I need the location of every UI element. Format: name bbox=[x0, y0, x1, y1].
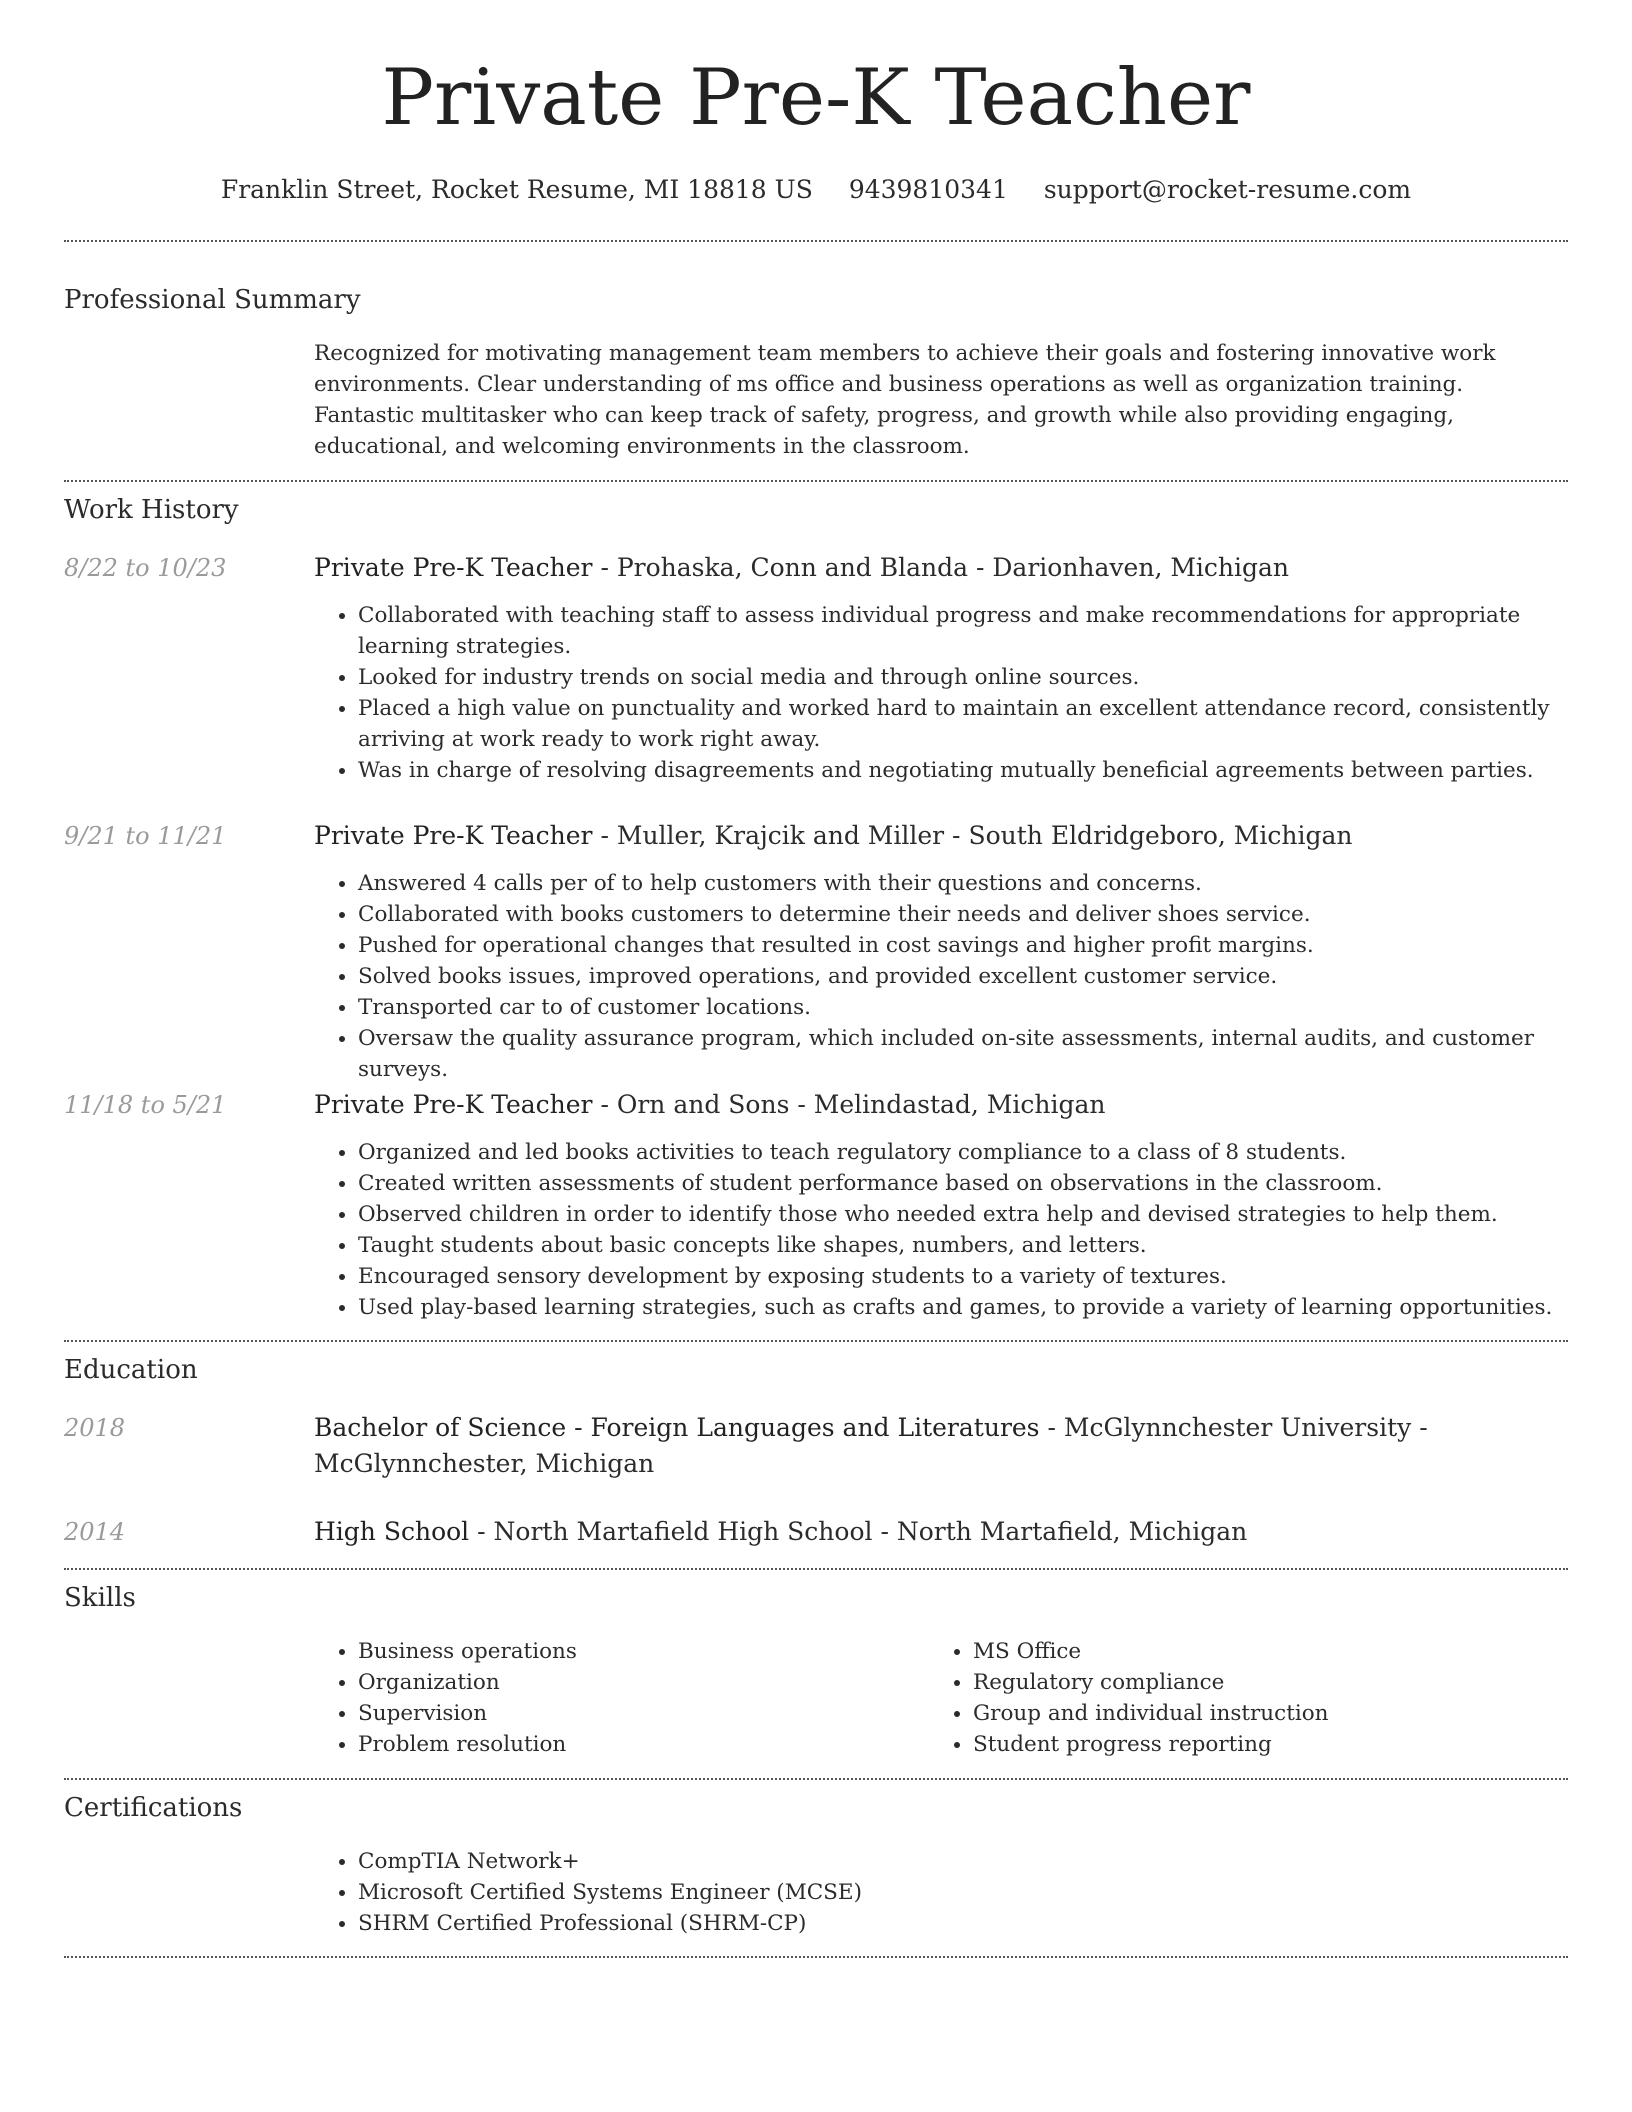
list-item: • Student progress reporting bbox=[973, 1729, 1632, 1760]
job-bullets bbox=[314, 600, 1588, 786]
contact-phone: 9439810341 bbox=[848, 175, 1008, 204]
divider bbox=[64, 1956, 1568, 1958]
list-item: • Used play-based learning strategies, such as crafts and games, to provide a variety of learning opportunities. bbox=[358, 1292, 1588, 1323]
list-item: • Looked for industry trends on social media and through online sources. bbox=[358, 662, 1588, 693]
education-degree: Bachelor of Science - Foreign Languages and Literatures bbox=[314, 1413, 1040, 1442]
job-role: Private Pre-K Teacher bbox=[314, 821, 593, 850]
list-item: • CompTIA Network+ bbox=[358, 1846, 1588, 1877]
contact-line bbox=[64, 170, 1568, 210]
contact-address: Franklin Street, Rocket Resume, MI 18818 US bbox=[220, 175, 813, 204]
list-item: • Organization bbox=[358, 1667, 1588, 1698]
list-item: • Transported car to of customer locations. bbox=[358, 992, 1588, 1023]
divider bbox=[64, 1340, 1568, 1342]
education-year: 2018 bbox=[64, 1414, 126, 1442]
list-item: • Was in charge of resolving disagreements and negotiating mutually beneficial agreements between parties. bbox=[358, 755, 1588, 786]
list-item: • Placed a high value on punctuality and worked hard to maintain an excellent attendance record, consistently arriving at work ready to work right away. bbox=[358, 693, 1588, 755]
divider bbox=[64, 1778, 1568, 1780]
certifications-list bbox=[314, 1846, 1588, 1939]
list-item: • Microsoft Certified Systems Engineer (MCSE) bbox=[358, 1877, 1588, 1908]
job-heading bbox=[314, 1087, 1568, 1123]
section-title-summary: Professional Summary bbox=[64, 285, 361, 315]
section-title-certifications: Certifications bbox=[64, 1793, 243, 1823]
resume-name: Private Pre-K Teacher bbox=[381, 53, 1251, 143]
section-title-skills: Skills bbox=[64, 1583, 136, 1613]
skills-list-right bbox=[929, 1636, 1632, 1760]
summary-text: Recognized for motivating management team members to achieve their goals and fostering innovative work environments. Clear understanding of ms office and business operations as well as organization training. Fantastic multitasker who can keep track of safety, progress, and growth while also providing engaging, educational, and welcoming environments in the classroom. bbox=[314, 341, 1496, 459]
job-dates: 9/21 to 11/21 bbox=[64, 822, 227, 850]
job-role: Private Pre-K Teacher bbox=[314, 553, 593, 582]
job-bullets bbox=[314, 1137, 1588, 1323]
job-bullets bbox=[314, 868, 1588, 1085]
section-title-work: Work History bbox=[64, 495, 239, 525]
list-item: • Observed children in order to identify those who needed extra help and devised strategies to help them. bbox=[358, 1199, 1588, 1230]
job-heading bbox=[314, 550, 1568, 586]
job-dates: 8/22 to 10/23 bbox=[64, 554, 227, 582]
list-item: • Problem resolution bbox=[358, 1729, 1588, 1760]
list-item: • MS Office bbox=[973, 1636, 1632, 1667]
job-dates: 11/18 to 5/21 bbox=[64, 1091, 227, 1119]
list-item: • Answered 4 calls per of to help customers with their questions and concerns. bbox=[358, 868, 1588, 899]
list-item: • Business operations bbox=[358, 1636, 1588, 1667]
job-heading bbox=[314, 818, 1568, 854]
list-item: • SHRM Certified Professional (SHRM-CP) bbox=[358, 1908, 1588, 1939]
list-item: • Organized and led books activities to teach regulatory compliance to a class of 8 students. bbox=[358, 1137, 1588, 1168]
education-degree: High School bbox=[314, 1517, 470, 1546]
job-employer: - Muller, Krajcik and Miller - South Eldridgeboro, Michigan bbox=[592, 821, 1353, 850]
education-year: 2014 bbox=[64, 1518, 126, 1546]
list-item: • Supervision bbox=[358, 1698, 1588, 1729]
list-item: • Collaborated with books customers to determine their needs and deliver shoes service. bbox=[358, 899, 1588, 930]
divider bbox=[64, 480, 1568, 482]
section-title-education: Education bbox=[64, 1355, 198, 1385]
education-heading bbox=[314, 1410, 1568, 1482]
education-school: - North Martafield High School - North Martafield, Michigan bbox=[469, 1517, 1248, 1546]
list-item: • Taught students about basic concepts like shapes, numbers, and letters. bbox=[358, 1230, 1588, 1261]
list-item: • Group and individual instruction bbox=[973, 1698, 1632, 1729]
list-item: • Regulatory compliance bbox=[973, 1667, 1632, 1698]
list-item: • Pushed for operational changes that resulted in cost savings and higher profit margins. bbox=[358, 930, 1588, 961]
divider bbox=[64, 1568, 1568, 1570]
list-item: • Solved books issues, improved operations, and provided excellent customer service. bbox=[358, 961, 1588, 992]
divider bbox=[64, 240, 1568, 242]
contact-email: support@rocket-resume.com bbox=[1043, 175, 1412, 204]
job-employer: - Orn and Sons - Melindastad, Michigan bbox=[592, 1090, 1106, 1119]
job-role: Private Pre-K Teacher bbox=[314, 1090, 593, 1119]
education-school: - McGlynnchester University - McGlynnchester, Michigan bbox=[314, 1413, 1428, 1478]
list-item: • Encouraged sensory development by exposing students to a variety of textures. bbox=[358, 1261, 1588, 1292]
job-employer: - Prohaska, Conn and Blanda - Darionhaven, Michigan bbox=[592, 553, 1290, 582]
list-item: • Collaborated with teaching staff to assess individual progress and make recommendations for appropriate learning strategies. bbox=[358, 600, 1588, 662]
education-heading bbox=[314, 1514, 1568, 1550]
list-item: • Created written assessments of student performance based on observations in the classroom. bbox=[358, 1168, 1588, 1199]
list-item: • Oversaw the quality assurance program, which included on-site assessments, internal audits, and customer surveys. bbox=[358, 1023, 1588, 1085]
